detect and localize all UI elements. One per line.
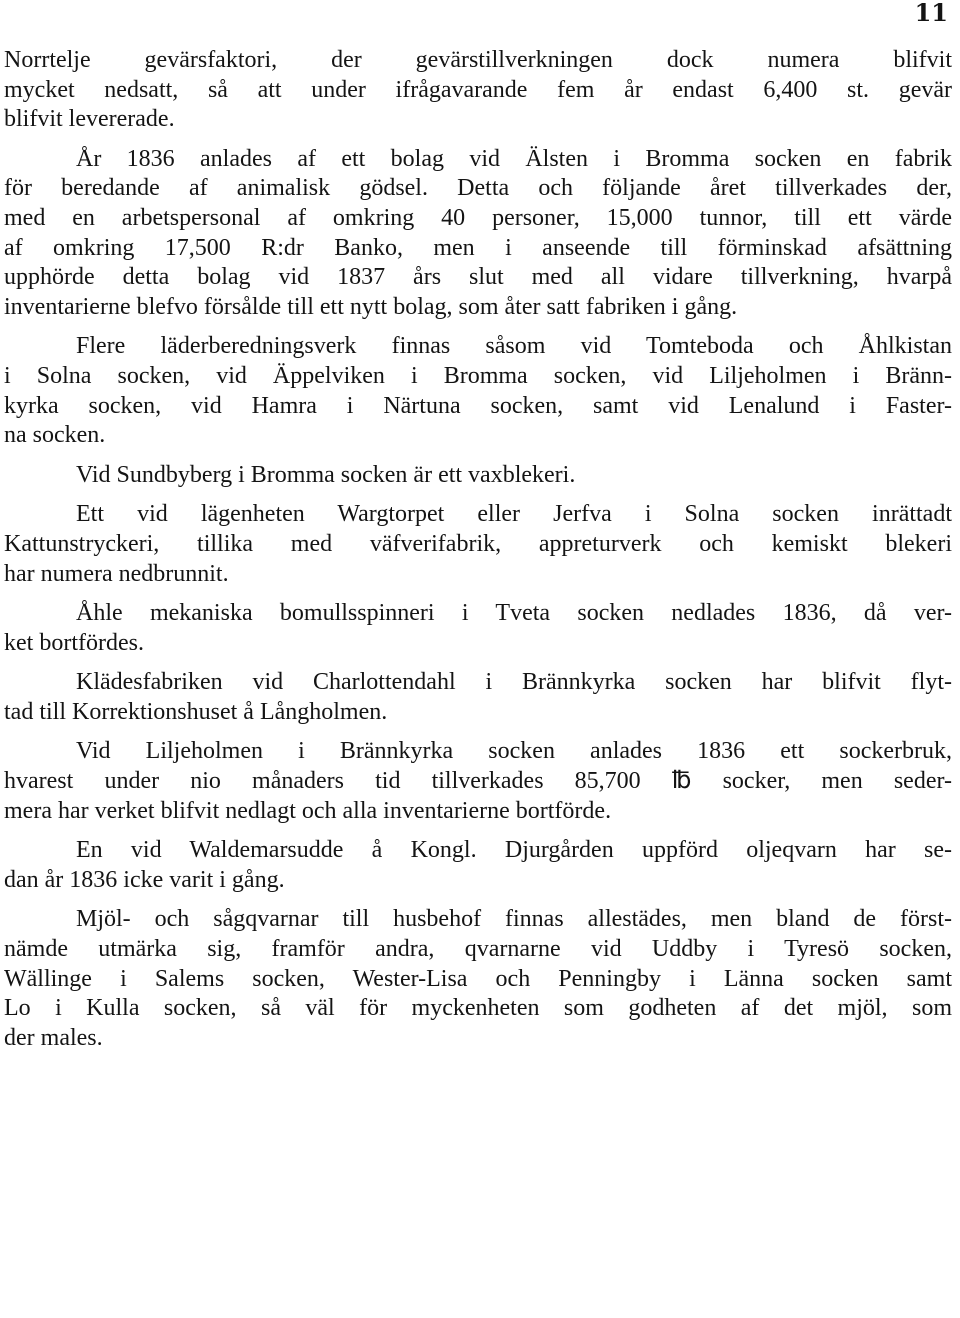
- text-line: i Solna socken, vid Äppelviken i Bromma socken, vid Liljeholmen i Bränn-: [4, 362, 952, 389]
- paragraph: [4, 500, 952, 589]
- text-line: för beredande af animalisk gödsel. Detta och följande året tillverkades der,: [4, 175, 952, 202]
- text-line: har numera nedbrunnit.: [4, 560, 229, 587]
- paragraph-gap: [4, 826, 952, 836]
- text-line: Mjöl- och sågqvarnar till husbehof finnas allestädes, men bland de först-: [76, 906, 952, 933]
- paragraph: [4, 332, 952, 450]
- paragraph: [4, 461, 952, 491]
- paragraph: [4, 668, 952, 727]
- body-text: [4, 46, 952, 1053]
- text-line: af omkring 17,500 R:dr Banko, men i anseende till förminskad afsättning: [4, 234, 952, 261]
- paragraph-gap: [4, 451, 952, 461]
- text-line: Kattunstryckeri, tillika med väfverifabrik, appreturverk och kemiskt blekeri: [4, 530, 952, 557]
- text-line: blifvit levererade.: [4, 106, 175, 133]
- text-line: Norrtelje gevärsfaktori, der gevärstillverkningen dock numera blifvit: [4, 47, 952, 73]
- page-number: 11: [914, 0, 948, 27]
- text-line: Ett vid lägenheten Wargtorpet eller Jerfva i Solna socken inrättadt: [76, 501, 952, 528]
- text-line: Lo i Kulla socken, så väl för myckenheten som godheten af det mjöl, som: [4, 995, 952, 1022]
- text-line: mera har verket blifvit nedlagt och alla inventarierne bortförde.: [4, 797, 612, 824]
- text-line: kyrka socken, vid Hamra i Närtuna socken, samt vid Lenalund i Faster-: [4, 392, 952, 419]
- text-line: tad till Korrektionshuset å Långholmen.: [4, 698, 388, 725]
- text-line: dan år 1836 icke varit i gång.: [4, 866, 285, 893]
- paragraph: [4, 836, 952, 895]
- paragraph-gap: [4, 658, 952, 668]
- paragraph-gap: [4, 895, 952, 905]
- paragraph: [4, 145, 952, 323]
- paragraph-gap: [4, 322, 952, 332]
- text-line: Flere läderberedningsverk finnas såsom vid Tomteboda och Åhlkistan: [76, 333, 952, 360]
- paragraph-gap: [4, 589, 952, 599]
- text-line: Åhle mekaniska bomullsspinneri i Tveta socken nedlades 1836, då ver-: [76, 600, 952, 627]
- text-line: ket bortfördes.: [4, 629, 144, 656]
- text-line: na socken.: [4, 422, 106, 449]
- paragraph-gap: [4, 727, 952, 737]
- text-line: nämde utmärka sig, framför andra, qvarnarne vid Uddby i Tyresö socken,: [4, 936, 952, 963]
- paragraph: [4, 905, 952, 1053]
- text-line: Vid Liljeholmen i Brännkyrka socken anlades 1836 ett sockerbruk,: [76, 738, 952, 765]
- text-line: hvarest under nio månaders tid tillverkades 85,700 ℔ socker, men seder-: [4, 768, 952, 795]
- text-line: Wällinge i Salems socken, Wester-Lisa och Penningby i Länna socken samt: [4, 965, 952, 992]
- text-line: Klädesfabriken vid Charlottendahl i Brännkyrka socken har blifvit flyt-: [76, 669, 952, 696]
- text-line: En vid Waldemarsudde å Kongl. Djurgården uppförd oljeqvarn har se-: [76, 837, 952, 864]
- paragraph-gap: [4, 135, 952, 145]
- text-line: der males.: [4, 1024, 103, 1051]
- text-line: mycket nedsatt, så att under ifrågavarande fem år endast 6,400 st. gevär: [4, 76, 952, 103]
- text-line: med en arbetspersonal af omkring 40 personer, 15,000 tunnor, till ett värde: [4, 204, 952, 231]
- paragraph: [4, 599, 952, 658]
- paragraph: [4, 46, 952, 135]
- text-line: upphörde detta bolag vid 1837 års slut med all vidare tillverkning, hvarpå: [4, 264, 952, 291]
- text-line: inventarierne blefvo försålde till ett nytt bolag, som åter satt fabriken i gång.: [4, 293, 738, 320]
- paragraph: [4, 737, 952, 826]
- paragraph-gap: [4, 490, 952, 500]
- text-line: Vid Sundbyberg i Bromma socken är ett vaxblekeri.: [76, 461, 576, 488]
- text-line: År 1836 anlades af ett bolag vid Älsten i Bromma socken en fabrik: [76, 145, 952, 172]
